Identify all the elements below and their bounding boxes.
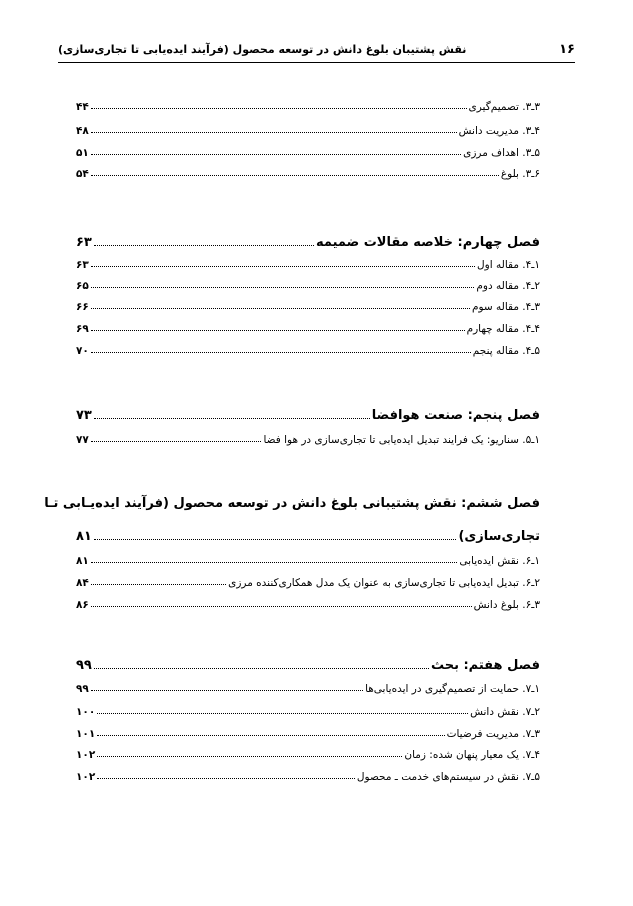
toc-leader xyxy=(91,330,465,331)
toc-entry[interactable] xyxy=(76,549,540,567)
toc-entry[interactable] xyxy=(76,593,540,611)
toc-entry-title: ۲ـ۷. نقش دانش xyxy=(470,706,540,718)
toc-chapter-5[interactable] xyxy=(76,401,540,423)
toc-entry[interactable] xyxy=(76,700,540,718)
toc-leader xyxy=(91,154,461,155)
toc-entry-title: ۱ـ۶. نقش ایده‌یابی xyxy=(459,555,540,567)
toc-entry[interactable] xyxy=(76,295,540,313)
toc-entry-page: ۴۴ xyxy=(76,101,89,113)
toc-leader xyxy=(91,108,467,109)
chapter-page: ۸۱ xyxy=(76,529,92,544)
toc-entry-page: ۸۴ xyxy=(76,577,89,589)
toc-entry-page: ۶۵ xyxy=(76,280,89,292)
chapter-page: ۹۹ xyxy=(76,658,92,673)
toc-entry-page: ۴۸ xyxy=(76,125,89,137)
toc-entry-title: ۶ـ۳. بلوغ xyxy=(500,168,540,180)
toc-entry-page: ۱۰۰ xyxy=(76,706,96,718)
toc-leader xyxy=(91,690,363,691)
toc-entry-title: ۵ـ۴. مقاله پنجم xyxy=(472,345,540,357)
toc-leader xyxy=(97,756,402,757)
toc-entry[interactable] xyxy=(76,141,540,159)
toc-entry[interactable] xyxy=(76,722,540,740)
toc-entry[interactable] xyxy=(76,95,540,113)
toc-entry-title: ۴ـ۴. مقاله چهارم xyxy=(466,323,540,335)
toc-leader xyxy=(97,778,355,779)
toc-entry-title: ۱ـ۴. مقاله اول xyxy=(477,259,540,271)
toc-chapter-6[interactable] xyxy=(76,522,540,544)
page-number: ۱۶ xyxy=(559,41,575,57)
toc-leader xyxy=(91,287,475,288)
toc-leader xyxy=(91,441,262,442)
toc-entry-title: ۵ـ۷. نقش در سیستم‌های خدمت ـ محصول xyxy=(356,771,540,783)
toc-leader xyxy=(91,352,471,353)
toc-leader xyxy=(91,132,457,133)
toc-leader xyxy=(91,584,226,585)
toc-entry-title: ۳ـ۷. مدیریت فرضیات xyxy=(446,728,540,740)
toc-entry-page: ۶۹ xyxy=(76,323,89,335)
toc-entry[interactable] xyxy=(76,317,540,335)
toc-entry[interactable] xyxy=(76,119,540,137)
chapter-title: فصل هفتم: بحث xyxy=(430,658,540,673)
toc-leader xyxy=(97,713,468,714)
toc-entry[interactable] xyxy=(76,339,540,357)
toc-entry-page: ۱۰۱ xyxy=(76,728,96,740)
toc-entry-page: ۶۳ xyxy=(76,259,89,271)
chapter-page: ۷۳ xyxy=(76,408,92,423)
toc-entry[interactable] xyxy=(76,428,540,446)
toc-leader xyxy=(91,606,472,607)
toc-leader xyxy=(94,418,370,419)
toc-entry-title: ۱ـ۷. حمایت از تصمیم‌گیری در ایده‌یابی‌ها xyxy=(365,683,540,695)
toc-entry-page: ۸۶ xyxy=(76,599,89,611)
toc-entry[interactable] xyxy=(76,765,540,783)
toc-entry-page: ۵۴ xyxy=(76,168,89,180)
chapter-6-title-line1: فصل ششم: نقش پشتیبانی بلوغ دانش در توسعه محصول (فرآیند ایده‌یـابی تـا xyxy=(44,496,540,511)
toc-leader xyxy=(91,175,499,176)
toc-entry-page: ۱۰۲ xyxy=(76,771,96,783)
toc-entry-page: ۱۰۲ xyxy=(76,749,96,761)
page-header xyxy=(58,38,575,60)
toc-leader xyxy=(91,266,475,267)
toc-entry-page: ۶۶ xyxy=(76,301,89,313)
toc-entry[interactable] xyxy=(76,274,540,292)
toc-entry-page: ۷۰ xyxy=(76,345,89,357)
chapter-page: ۶۳ xyxy=(76,235,92,250)
header-rule xyxy=(58,62,575,63)
chapter-title: فصل چهارم: خلاصه مقالات ضمیمه xyxy=(316,235,540,250)
toc-entry-title: ۴ـ۷. یک معیار پنهان شده: زمان xyxy=(404,749,540,761)
toc-leader xyxy=(91,562,458,563)
toc-entry-page: ۸۱ xyxy=(76,555,89,567)
toc-entry-title: ۳ـ۳. تصمیم‌گیری xyxy=(468,101,540,113)
toc-leader xyxy=(94,245,314,246)
chapter-title: فصل پنجم: صنعت هوافضا xyxy=(371,408,540,423)
chapter-title: تجاری‌سازی) xyxy=(458,529,540,544)
toc-entry-title: ۴ـ۳. مدیریت دانش xyxy=(458,125,540,137)
toc-leader xyxy=(94,668,429,669)
toc-leader xyxy=(97,735,444,736)
toc-leader xyxy=(91,308,470,309)
toc-entry-title: ۲ـ۶. تبدیل ایده‌یابی تا تجاری‌سازی به عنوان یک مدل همکاری‌کننده مرزی xyxy=(228,577,540,589)
toc-entry-page: ۵۱ xyxy=(76,147,89,159)
toc-leader xyxy=(94,539,457,540)
toc-entry-title: ۲ـ۴. مقاله دوم xyxy=(476,280,540,292)
toc-entry[interactable] xyxy=(76,253,540,271)
toc-entry-page: ۹۹ xyxy=(76,683,89,695)
toc-entry-page: ۷۷ xyxy=(76,434,89,446)
running-title: نقش پشتیبان بلوغ دانش در توسعه محصول (فرآیند ایده‌یابی تا تجاری‌سازی) xyxy=(58,42,467,56)
toc-chapter-7[interactable] xyxy=(76,651,540,673)
toc-entry[interactable] xyxy=(76,571,540,589)
toc-entry[interactable] xyxy=(76,677,540,695)
toc-chapter-4[interactable] xyxy=(76,228,540,250)
toc-entry-title: ۱ـ۵. سناریو: یک فرایند تبدیل ایده‌یابی تا تجاری‌سازی در هوا فضا xyxy=(263,434,540,446)
toc-entry-title: ۳ـ۴. مقاله سوم xyxy=(471,301,540,313)
toc-entry-title: ۵ـ۳. اهداف مرزی xyxy=(463,147,540,159)
toc-entry-title: ۳ـ۶. بلوغ دانش xyxy=(473,599,540,611)
toc-entry[interactable] xyxy=(76,743,540,761)
toc-entry[interactable] xyxy=(76,162,540,180)
